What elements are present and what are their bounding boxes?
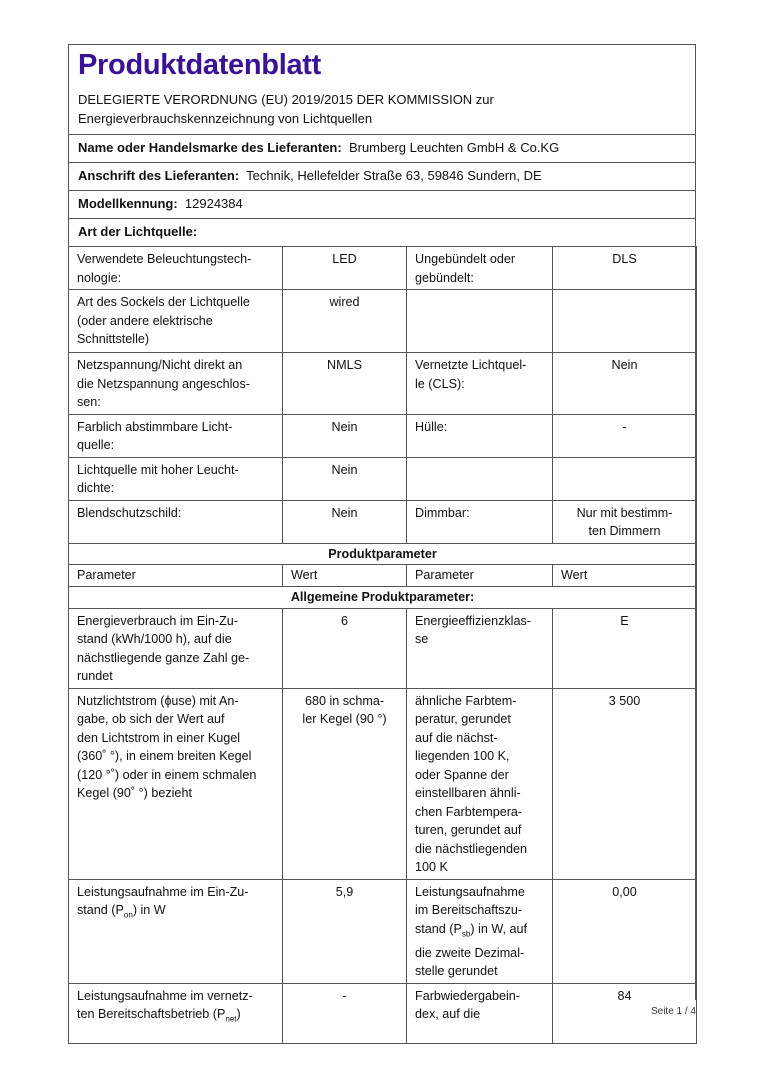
value-cell: 680 in schma- ler Kegel (90 °) [283, 688, 407, 879]
parameter-cell: Verwendete Beleuchtungstech- nologie: [69, 247, 283, 290]
value-cell: 84 [553, 983, 697, 1043]
table-row [69, 247, 697, 290]
table-row [69, 879, 697, 983]
value-cell: 5,9 [283, 879, 407, 983]
value-cell: - [553, 414, 697, 457]
parameter-cell [407, 457, 553, 500]
address-value: Technik, Hellefelder Straße 63, 59846 Sundern, DE [246, 168, 542, 183]
table-row [69, 353, 697, 415]
value-cell: Nein [283, 500, 407, 543]
value-cell: LED [283, 247, 407, 290]
parameter-cell: Farbwiedergabein- dex, auf die [407, 983, 553, 1043]
table-row [69, 688, 697, 879]
value-cell: 6 [283, 608, 407, 688]
parameter-cell: Art des Sockels der Lichtquelle (oder andere elektrische Schnittstelle) [69, 290, 283, 353]
table-row [69, 457, 697, 500]
parameter-cell: Lichtquelle mit hoher Leucht- dichte: [69, 457, 283, 500]
parameter-cell: Ungebündelt oder gebündelt: [407, 247, 553, 290]
page-number: Seite 1 / 4 [650, 1006, 696, 1017]
light-source-type-row [69, 218, 695, 246]
parameter-cell: Nutzlichtstrom (ɸuse) mit An- gabe, ob sich der Wert auf den Lichtstrom in einer Kugel (360˚ °), in einem breiten Kegel (120 °˚) oder in einem schmalen Kegel (90˚ °) bezieht [69, 688, 283, 879]
parameter-cell: Dimmbar: [407, 500, 553, 543]
supplier-row [69, 134, 695, 162]
table-row [69, 290, 697, 353]
table-row [69, 983, 697, 1043]
parameter-cell: Vernetzte Lichtquel- le (CLS): [407, 353, 553, 415]
value-cell: 0,00 [553, 879, 697, 983]
column-header: Parameter [407, 565, 553, 587]
general-params-heading: Allgemeine Produktparameter: [69, 586, 697, 608]
value-cell: DLS [553, 247, 697, 290]
value-cell: Nein [283, 457, 407, 500]
parameter-cell: Leistungsaufnahme im vernetz- ten Bereitschaftsbetrieb $(P_{net})$ [69, 983, 283, 1043]
regulation-subtitle: DELEGIERTE VERORDNUNG (EU) 2019/2015 DER KOMMISSION zur Energieverbrauchskennzeichnung von Lichtquellen [78, 92, 494, 126]
value-cell [553, 290, 697, 353]
value-cell: NMLS [283, 353, 407, 415]
column-header: Parameter [69, 565, 283, 587]
light-source-type-label: Art der Lichtquelle: [78, 224, 198, 239]
datasheet-table [68, 246, 697, 1044]
table-row [69, 608, 697, 688]
model-label: Modellkennung: [78, 196, 178, 211]
parameter-cell: Hülle: [407, 414, 553, 457]
parameter-cell [407, 290, 553, 353]
value-cell: - [283, 983, 407, 1043]
value-cell: Nein [553, 353, 697, 415]
column-header: Wert [553, 565, 697, 587]
product-params-heading: Produktparameter [69, 543, 697, 565]
table-row [69, 414, 697, 457]
value-cell: wired [283, 290, 407, 353]
column-header: Wert [283, 565, 407, 587]
parameter-cell: Netzspannung/Nicht direkt an die Netzspannung angeschlos- sen: [69, 353, 283, 415]
value-cell: Nein [283, 414, 407, 457]
model-value: 12924384 [184, 196, 243, 211]
model-row [69, 190, 695, 218]
address-label: Anschrift des Lieferanten: [78, 168, 240, 183]
value-cell: 3 500 [553, 688, 697, 879]
value-cell: Nur mit bestimm- ten Dimmern [553, 500, 697, 543]
supplier-value: Brumberg Leuchten GmbH & Co.KG [348, 140, 560, 155]
table-row [69, 500, 697, 543]
page-title: Produktdatenblatt [78, 49, 322, 81]
parameter-cell: Farblich abstimmbare Licht- quelle: [69, 414, 283, 457]
address-row [69, 162, 695, 190]
parameter-cell: Energieverbrauch im Ein-Zu- stand (kWh/1000 h), auf die nächstliegende ganze Zahl ge- rundet [69, 608, 283, 688]
value-cell: E [553, 608, 697, 688]
parameter-cell: ähnliche Farbtem- peratur, gerundet auf die nächst- liegenden 100 K, oder Spanne der einstellbaren ähnli- chen Farbtempera- turen, gerundet auf die nächstliegenden 100 K [407, 688, 553, 879]
parameter-cell: Energieeffizienzklas- se [407, 608, 553, 688]
parameter-cell: Leistungsaufnahme im Ein-Zu- stand $(P_{on})$ in W [69, 879, 283, 983]
supplier-label: Name oder Handelsmarke des Lieferanten: [78, 140, 342, 155]
parameter-cell: Blendschutzschild: [69, 500, 283, 543]
value-cell [553, 457, 697, 500]
parameter-cell: Leistungsaufnahme im Bereitschaftszu- stand $(P_{sb})$ in W, auf die zweite Dezimal- stelle gerundet [407, 879, 553, 983]
